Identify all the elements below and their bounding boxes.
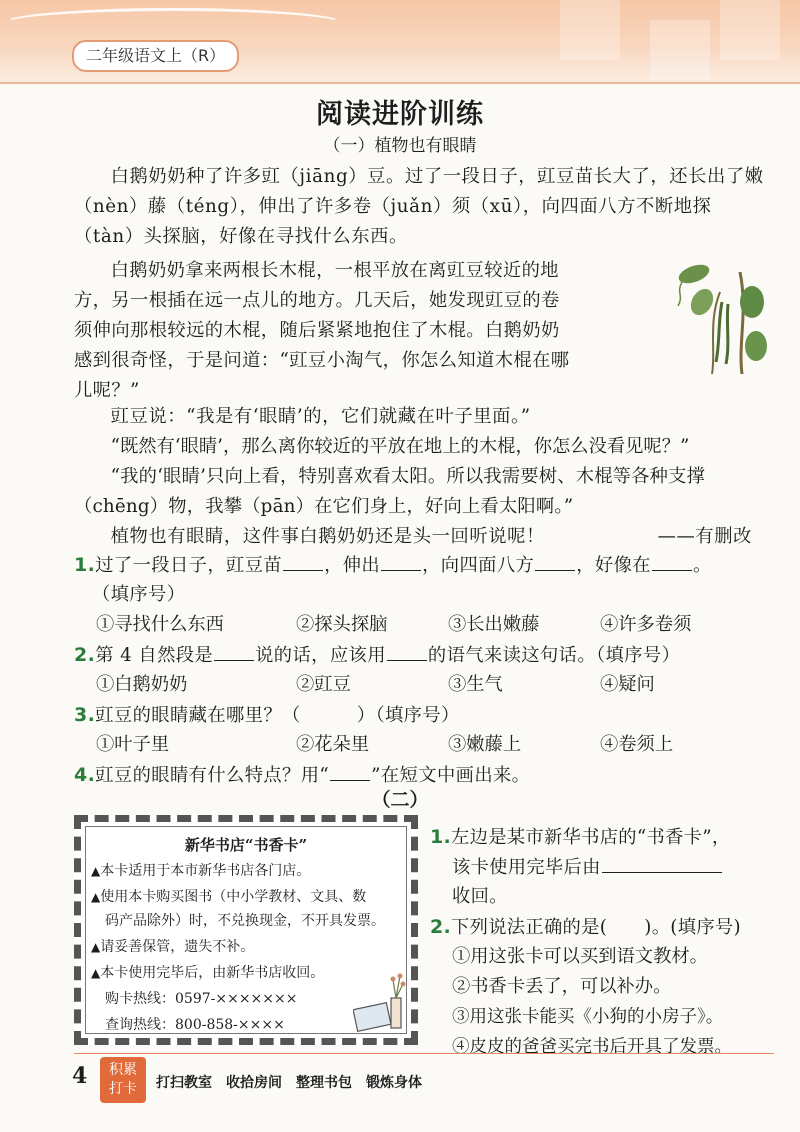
- question-text: 。: [692, 555, 712, 576]
- option: ①白鹅奶奶: [96, 674, 188, 695]
- triangle-icon: ▲: [91, 890, 101, 904]
- question-text: 豇豆的眼睛藏在哪里？（ ）（填序号）: [95, 705, 460, 726]
- answer-blank[interactable]: [283, 550, 323, 571]
- option: ③生气: [448, 674, 503, 695]
- paragraph-3: 豇豆说：“我是有‘眼睛’的，它们就藏在叶子里面。”: [110, 406, 531, 427]
- card-hotline-1: 购卡热线：0597-×××××××: [105, 991, 298, 1007]
- card-line: [91, 860, 310, 882]
- card-line: [91, 936, 254, 958]
- question-text: 说的话，应该用: [255, 645, 386, 666]
- footer-divider: [74, 1053, 774, 1054]
- card-line: 码产品除外）时，不兑换现金，不开具发票。: [105, 913, 385, 929]
- paragraph-4: “既然有‘眼睛’，那么离你较近的平放在地上的木棍，你怎么没看见呢？”: [110, 436, 690, 457]
- question-number: 2.: [430, 916, 452, 938]
- book-vase-illustration: [353, 972, 409, 1032]
- option: ③用这张卡能买《小狗的小房子》。: [452, 1007, 724, 1027]
- question-text: 过了一段日子，豇豆苗: [95, 555, 283, 576]
- card-line-text: 本卡适用于本市新华书店各门店。: [100, 863, 311, 879]
- option: ④皮皮的爸爸买完书后开具了发票。: [452, 1037, 732, 1057]
- card-hotline-2: 查询热线：800-858-××××: [105, 1017, 285, 1033]
- stamp-text: 打卡: [109, 1081, 137, 1097]
- option: ④许多卷须: [600, 614, 692, 635]
- paragraph-2: [74, 256, 764, 406]
- question-text: 第 4 自然段是: [95, 645, 214, 666]
- question-text: ”在短文中画出来。: [371, 765, 531, 786]
- decorative-tile: [720, 0, 780, 60]
- section-2-question-1: [430, 822, 730, 853]
- answer-blank[interactable]: [381, 550, 421, 571]
- option: ②花朵里: [296, 734, 370, 755]
- bean-plant-illustration: [672, 262, 768, 374]
- paragraph-2-line: 须伸向那根较远的木棍，随后紧紧地抱住了木棍。白鹅奶奶: [74, 320, 560, 341]
- section-2-question-1-line: 收回。: [452, 886, 508, 907]
- card-title: 新华书店“书香卡”: [184, 836, 308, 854]
- question-number: 3.: [74, 704, 96, 726]
- option: ②豇豆: [296, 674, 351, 695]
- section-2-title: （二）: [371, 789, 429, 811]
- question-text: 的语气来读这句话。（填序号）: [427, 645, 681, 666]
- question-number: 1.: [74, 554, 96, 576]
- triangle-icon: ▲: [91, 864, 101, 878]
- book-card: [74, 815, 418, 1045]
- option: ④疑问: [600, 674, 655, 695]
- answer-blank[interactable]: [535, 550, 575, 571]
- decorative-tile: [650, 20, 710, 80]
- answer-blank[interactable]: [214, 640, 254, 661]
- option: ①寻找什么东西: [96, 614, 224, 635]
- question-text: 下列说法正确的是( )。(填序号): [451, 917, 741, 938]
- question-text: 豇豆的眼睛有什么特点？用“: [95, 765, 330, 786]
- paragraph-2-line: 感到很奇怪，于是问道：“豇豆小淘气，你怎么知道木棍在哪: [74, 350, 570, 371]
- question-text: ，向四面八方: [422, 555, 535, 576]
- decorative-tile: [560, 0, 620, 60]
- paragraph-2-line: 方，另一根插在远一点儿的地方。几天后，她发现豇豆的卷: [74, 290, 560, 311]
- section-2-question-1-line: [452, 852, 723, 883]
- section-2-question-2: [430, 912, 741, 943]
- paragraph-6-text: 植物也有眼睛，这件事白鹅奶奶还是头一回听说呢！: [110, 526, 545, 547]
- question-number: 4.: [74, 764, 96, 786]
- question-text: ，伸出: [324, 555, 381, 576]
- paragraph-5: “我的‘眼睛’只向上看，特别喜欢看太阳。所以我需要树、木棍等各种支撑（chēng）物，我攀（pān）在它们身上，好向上看太阳啊。”: [74, 466, 706, 517]
- option: ②探头探脑: [296, 614, 388, 635]
- practice-stamp: [100, 1057, 146, 1103]
- question-1: [74, 550, 712, 581]
- section-1-title: （一）植物也有眼睛: [323, 136, 477, 156]
- option: ④卷须上: [600, 734, 674, 755]
- question-number: 1.: [430, 826, 452, 848]
- card-line-text: 请妥善保管，遗失不补。: [100, 939, 255, 955]
- answer-blank[interactable]: [652, 550, 692, 571]
- triangle-icon: ▲: [91, 966, 101, 980]
- option: ①叶子里: [96, 734, 170, 755]
- grade-tag: 二年级语文上（R）: [72, 40, 239, 72]
- question-1-note: （填序号）: [92, 584, 186, 605]
- question-text: ，好像在: [576, 555, 651, 576]
- answer-blank[interactable]: [330, 760, 370, 781]
- paragraph-2-line: 白鹅奶奶拿来两根长木棍，一根平放在离豇豆较近的地: [110, 260, 559, 281]
- question-number: 2.: [74, 644, 96, 666]
- answer-blank[interactable]: [602, 852, 722, 873]
- question-3: [74, 700, 460, 731]
- source-note: ——有删改: [657, 526, 752, 547]
- paragraph-1: 白鹅奶奶种了许多豇（jiāng）豆。过了一段日子，豇豆苗长大了，还长出了嫩（nèn）藤（téng），伸出了许多卷（juǎn）须（xū），向四面八方不断地探（tàn）头探脑，好像在寻找什么东西。: [74, 166, 764, 247]
- card-line-text: 使用本卡购买图书（中小学教材、文具、数: [100, 889, 367, 905]
- card-line: [91, 962, 324, 984]
- answer-blank[interactable]: [387, 640, 427, 661]
- option: ③嫩藤上: [448, 734, 522, 755]
- page-number: 4: [72, 1063, 88, 1089]
- daily-tasks: 打扫教室 收拾房间 整理书包 锻炼身体: [156, 1075, 422, 1091]
- option: ②书香卡丢了，可以补办。: [452, 976, 672, 997]
- question-text: 左边是某市新华书店的“书香卡”，: [451, 827, 731, 848]
- card-line-text: 本卡使用完毕后，由新华书店收回。: [100, 965, 325, 981]
- stamp-text: 积累: [109, 1062, 137, 1078]
- question-2: [74, 640, 680, 671]
- decorative-wave: [0, 8, 346, 40]
- triangle-icon: ▲: [91, 940, 101, 954]
- paragraph-6: [74, 522, 764, 552]
- card-line: [91, 886, 366, 908]
- paragraph-2-line: 儿呢？”: [74, 380, 140, 401]
- option: ①用这张卡可以买到语文教材。: [452, 946, 708, 967]
- option: ③长出嫩藤: [448, 614, 540, 635]
- page-title: 阅读进阶训练: [316, 99, 484, 130]
- question-text: 该卡使用完毕后由: [452, 857, 601, 878]
